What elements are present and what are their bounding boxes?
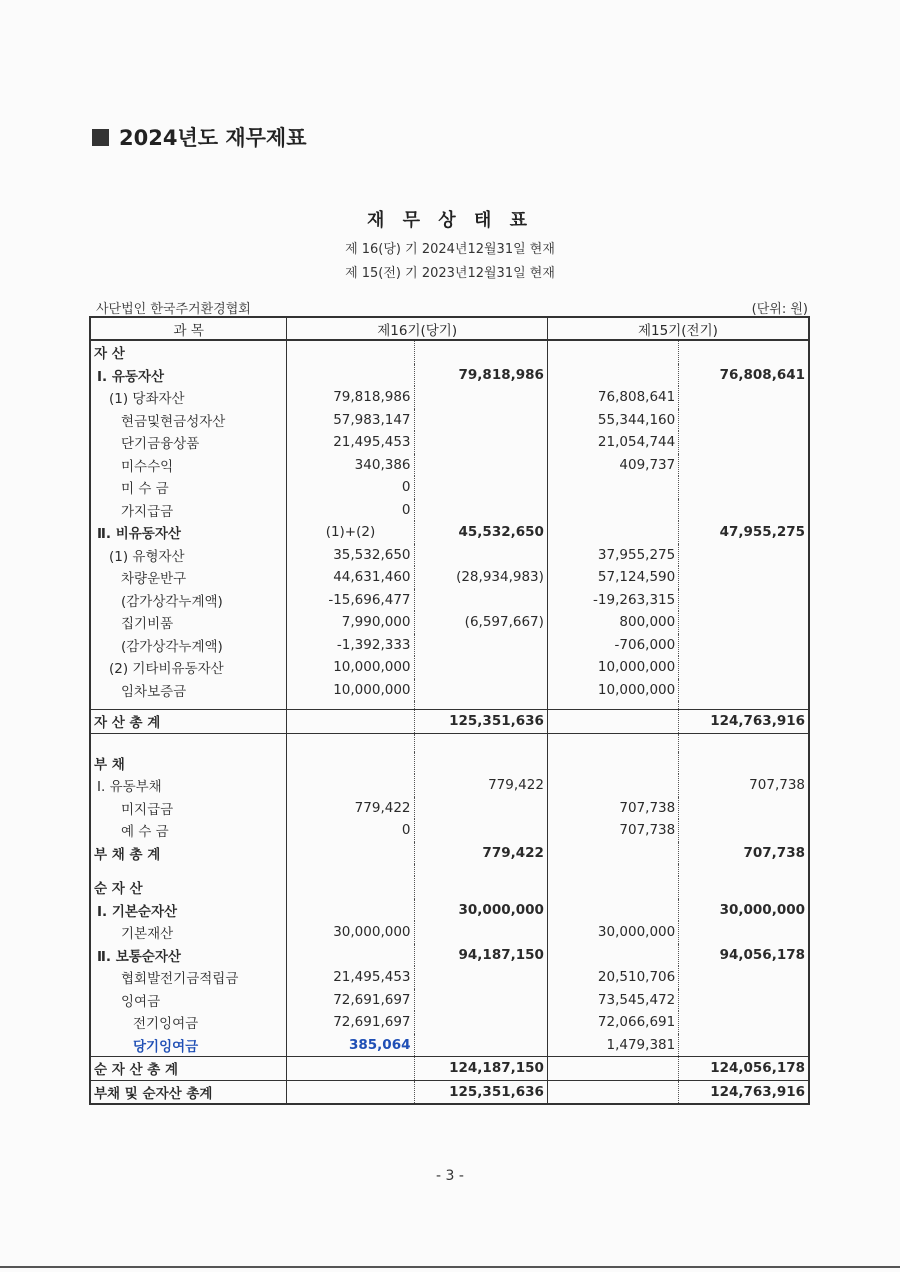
current-detail: 10,000,000 bbox=[287, 656, 414, 679]
prior-detail: 707,738 bbox=[547, 797, 678, 820]
current-total bbox=[414, 386, 547, 409]
square-bullet-icon bbox=[92, 129, 109, 146]
table-row bbox=[90, 1057, 809, 1081]
current-total bbox=[414, 819, 547, 842]
current-detail: 779,422 bbox=[287, 797, 414, 820]
current-total bbox=[414, 989, 547, 1012]
current-detail: 21,495,453 bbox=[287, 966, 414, 989]
prior-detail: 57,124,590 bbox=[547, 566, 678, 589]
prior-detail: 707,738 bbox=[547, 819, 678, 842]
table-row bbox=[90, 611, 809, 634]
prior-total bbox=[679, 499, 809, 522]
table-row bbox=[90, 544, 809, 567]
current-total bbox=[414, 340, 547, 364]
empty-cell bbox=[287, 864, 414, 876]
current-total: 779,422 bbox=[414, 842, 547, 865]
table-row bbox=[90, 733, 809, 752]
current-total: 124,187,150 bbox=[414, 1057, 547, 1081]
prior-detail bbox=[547, 774, 678, 797]
prior-total: 30,000,000 bbox=[679, 899, 809, 922]
current-total: 125,351,636 bbox=[414, 710, 547, 734]
empty-cell bbox=[679, 701, 809, 710]
current-detail: 7,990,000 bbox=[287, 611, 414, 634]
prior-detail bbox=[547, 1080, 678, 1104]
current-total bbox=[414, 431, 547, 454]
prior-total bbox=[679, 544, 809, 567]
current-total bbox=[414, 544, 547, 567]
current-detail: 21,495,453 bbox=[287, 431, 414, 454]
prior-total bbox=[679, 634, 809, 657]
prior-detail: 37,955,275 bbox=[547, 544, 678, 567]
account-label: (2) 기타비유동자산 bbox=[109, 661, 224, 678]
section-title bbox=[92, 122, 306, 152]
current-detail bbox=[287, 944, 414, 967]
prior-total bbox=[679, 386, 809, 409]
account-label: 순 자 산 bbox=[94, 881, 143, 898]
prior-detail: 20,510,706 bbox=[547, 966, 678, 989]
prior-total bbox=[679, 966, 809, 989]
prior-total bbox=[679, 679, 809, 702]
current-detail: 0 bbox=[287, 476, 414, 499]
prior-detail: 409,737 bbox=[547, 454, 678, 477]
prior-total bbox=[679, 656, 809, 679]
current-detail: 0 bbox=[287, 499, 414, 522]
account-label: 기본재산 bbox=[121, 926, 174, 943]
prior-total bbox=[679, 989, 809, 1012]
table-row bbox=[90, 476, 809, 499]
prior-detail: -706,000 bbox=[547, 634, 678, 657]
current-detail bbox=[287, 340, 414, 364]
prior-total bbox=[679, 1034, 809, 1057]
current-detail: 340,386 bbox=[287, 454, 414, 477]
empty-cell bbox=[287, 733, 414, 752]
empty-cell bbox=[414, 864, 547, 876]
prior-total bbox=[679, 797, 809, 820]
table-row bbox=[90, 710, 809, 734]
account-label: 미 수 금 bbox=[121, 481, 169, 498]
header-prior-period: 제15기(전기) bbox=[547, 317, 809, 340]
prior-total: 124,763,916 bbox=[679, 1080, 809, 1104]
current-total bbox=[414, 476, 547, 499]
current-total bbox=[414, 656, 547, 679]
table-row bbox=[90, 454, 809, 477]
account-label: 집기비품 bbox=[121, 616, 174, 633]
table-row bbox=[90, 921, 809, 944]
current-detail: 35,532,650 bbox=[287, 544, 414, 567]
period-current: 제 16(당) 기 2024년12월31일 현재 bbox=[345, 242, 555, 257]
prior-detail bbox=[547, 340, 678, 364]
table-row bbox=[90, 864, 809, 876]
account-label: 잉여금 bbox=[121, 993, 161, 1010]
current-detail: 0 bbox=[287, 819, 414, 842]
current-total bbox=[414, 752, 547, 775]
empty-cell bbox=[287, 701, 414, 710]
prior-detail: 10,000,000 bbox=[547, 679, 678, 702]
account-label: Ⅱ. 보통순자산 bbox=[97, 948, 181, 965]
period-prior: 제 15(전) 기 2023년12월31일 현재 bbox=[345, 266, 555, 281]
current-detail bbox=[287, 899, 414, 922]
current-detail: 10,000,000 bbox=[287, 679, 414, 702]
prior-total: 76,808,641 bbox=[679, 364, 809, 387]
prior-detail bbox=[547, 710, 678, 734]
current-detail: 30,000,000 bbox=[287, 921, 414, 944]
current-total: (28,934,983) bbox=[414, 566, 547, 589]
table-row bbox=[90, 752, 809, 775]
organization-name: 사단법인 한국주거환경협회 bbox=[96, 302, 251, 317]
prior-detail bbox=[547, 944, 678, 967]
prior-total bbox=[679, 876, 809, 899]
prior-detail: 800,000 bbox=[547, 611, 678, 634]
prior-total bbox=[679, 340, 809, 364]
current-total bbox=[414, 876, 547, 899]
prior-detail: -19,263,315 bbox=[547, 589, 678, 612]
current-detail: 44,631,460 bbox=[287, 566, 414, 589]
current-detail: 72,691,697 bbox=[287, 1011, 414, 1034]
account-label: Ⅰ. 기본순자산 bbox=[97, 903, 178, 920]
prior-total: 707,738 bbox=[679, 774, 809, 797]
current-total bbox=[414, 1034, 547, 1057]
table-row bbox=[90, 1034, 809, 1057]
prior-total bbox=[679, 476, 809, 499]
current-detail bbox=[287, 774, 414, 797]
prior-total bbox=[679, 409, 809, 432]
account-label: 임차보증금 bbox=[121, 683, 187, 700]
current-detail bbox=[287, 752, 414, 775]
account-label: 자 산 총 계 bbox=[90, 710, 287, 734]
current-total: 30,000,000 bbox=[414, 899, 547, 922]
empty-cell bbox=[414, 733, 547, 752]
account-label: 현금및현금성자산 bbox=[121, 413, 226, 430]
account-label: 미지급금 bbox=[121, 801, 174, 818]
current-total bbox=[414, 589, 547, 612]
account-label: 당기잉여금 bbox=[133, 1038, 199, 1055]
table-row bbox=[90, 589, 809, 612]
prior-detail bbox=[547, 1057, 678, 1081]
current-detail: -15,696,477 bbox=[287, 589, 414, 612]
prior-detail bbox=[547, 899, 678, 922]
prior-detail bbox=[547, 476, 678, 499]
table-row bbox=[90, 634, 809, 657]
prior-total bbox=[679, 431, 809, 454]
current-total: 45,532,650 bbox=[414, 521, 547, 544]
table-row bbox=[90, 566, 809, 589]
bottom-divider bbox=[0, 1266, 900, 1268]
table-row bbox=[90, 774, 809, 797]
table-row bbox=[90, 1080, 809, 1104]
table-row bbox=[90, 842, 809, 865]
current-detail bbox=[287, 1057, 414, 1081]
account-label: Ⅱ. 비유동자산 bbox=[97, 526, 181, 543]
current-total: 779,422 bbox=[414, 774, 547, 797]
empty-cell bbox=[679, 733, 809, 752]
prior-total: 94,056,178 bbox=[679, 944, 809, 967]
account-label: (1) 당좌자산 bbox=[109, 391, 185, 408]
table-row bbox=[90, 679, 809, 702]
empty-cell bbox=[90, 864, 287, 876]
current-detail: 57,983,147 bbox=[287, 409, 414, 432]
current-total: 94,187,150 bbox=[414, 944, 547, 967]
prior-detail: 55,344,160 bbox=[547, 409, 678, 432]
current-detail bbox=[287, 876, 414, 899]
table-row bbox=[90, 386, 809, 409]
current-detail bbox=[287, 710, 414, 734]
account-label: 전기잉여금 bbox=[133, 1016, 199, 1033]
current-total bbox=[414, 679, 547, 702]
prior-total: 124,763,916 bbox=[679, 710, 809, 734]
prior-detail: 1,479,381 bbox=[547, 1034, 678, 1057]
prior-detail: 30,000,000 bbox=[547, 921, 678, 944]
account-label: 단기금융상품 bbox=[121, 436, 200, 453]
current-total bbox=[414, 921, 547, 944]
prior-detail bbox=[547, 752, 678, 775]
account-label: 차량운반구 bbox=[121, 571, 187, 588]
unit-label: (단위: 원) bbox=[751, 302, 808, 317]
table-row bbox=[90, 966, 809, 989]
account-label: 자 산 bbox=[94, 346, 125, 363]
current-total bbox=[414, 409, 547, 432]
balance-sheet-table bbox=[89, 316, 810, 1105]
current-total bbox=[414, 454, 547, 477]
table-row bbox=[90, 431, 809, 454]
prior-detail: 72,066,691 bbox=[547, 1011, 678, 1034]
table-row bbox=[90, 797, 809, 820]
prior-total bbox=[679, 1011, 809, 1034]
prior-total bbox=[679, 589, 809, 612]
prior-detail bbox=[547, 521, 678, 544]
table-body bbox=[90, 340, 809, 1104]
prior-detail: 21,054,744 bbox=[547, 431, 678, 454]
account-label: (1) 유형자산 bbox=[109, 548, 185, 565]
prior-detail: 76,808,641 bbox=[547, 386, 678, 409]
account-label: (감가상각누계액) bbox=[121, 638, 223, 655]
prior-total: 124,056,178 bbox=[679, 1057, 809, 1081]
prior-detail bbox=[547, 876, 678, 899]
current-total: 79,818,986 bbox=[414, 364, 547, 387]
empty-cell bbox=[547, 733, 678, 752]
prior-total bbox=[679, 566, 809, 589]
account-label: Ⅰ. 유동자산 bbox=[97, 368, 165, 385]
account-label: 부채 및 순자산 총계 bbox=[90, 1080, 287, 1104]
account-label: 미수수익 bbox=[121, 458, 174, 475]
prior-detail bbox=[547, 842, 678, 865]
current-total bbox=[414, 797, 547, 820]
empty-cell bbox=[547, 864, 678, 876]
current-detail: (1)+(2) bbox=[287, 521, 414, 544]
account-label: Ⅰ. 유동부채 bbox=[97, 779, 162, 796]
page-number: - 3 - bbox=[436, 1168, 464, 1184]
current-detail bbox=[287, 1080, 414, 1104]
table-row bbox=[90, 701, 809, 710]
account-label: 부 채 총 계 bbox=[94, 846, 161, 863]
prior-total bbox=[679, 611, 809, 634]
table-row bbox=[90, 499, 809, 522]
current-total bbox=[414, 1011, 547, 1034]
current-total bbox=[414, 966, 547, 989]
section-title-text: 2024년도 재무제표 bbox=[119, 126, 307, 150]
prior-detail bbox=[547, 364, 678, 387]
header-account: 과 목 bbox=[90, 317, 287, 340]
table-header-row bbox=[90, 317, 809, 340]
prior-detail bbox=[547, 499, 678, 522]
current-total: (6,597,667) bbox=[414, 611, 547, 634]
empty-cell bbox=[414, 701, 547, 710]
table-row bbox=[90, 656, 809, 679]
prior-detail: 73,545,472 bbox=[547, 989, 678, 1012]
empty-cell bbox=[547, 701, 678, 710]
prior-total bbox=[679, 921, 809, 944]
current-total bbox=[414, 634, 547, 657]
empty-cell bbox=[90, 701, 287, 710]
table-row bbox=[90, 364, 809, 387]
account-label: 가지급금 bbox=[121, 503, 174, 520]
current-detail bbox=[287, 364, 414, 387]
table-row bbox=[90, 521, 809, 544]
current-detail: 385,064 bbox=[287, 1034, 414, 1057]
table-row bbox=[90, 340, 809, 364]
current-total bbox=[414, 499, 547, 522]
empty-cell bbox=[90, 733, 287, 752]
prior-detail: 10,000,000 bbox=[547, 656, 678, 679]
account-label: 예 수 금 bbox=[121, 824, 169, 841]
current-detail bbox=[287, 842, 414, 865]
account-label: 부 채 bbox=[94, 756, 125, 773]
table-row bbox=[90, 876, 809, 899]
account-label: 협회발전기금적립금 bbox=[121, 971, 239, 988]
current-detail: 72,691,697 bbox=[287, 989, 414, 1012]
current-detail: 79,818,986 bbox=[287, 386, 414, 409]
current-total: 125,351,636 bbox=[414, 1080, 547, 1104]
prior-total bbox=[679, 752, 809, 775]
prior-total bbox=[679, 454, 809, 477]
table-row bbox=[90, 409, 809, 432]
current-detail: -1,392,333 bbox=[287, 634, 414, 657]
account-label: (감가상각누계액) bbox=[121, 593, 223, 610]
document-title: 재 무 상 태 표 bbox=[366, 210, 533, 231]
table-row bbox=[90, 944, 809, 967]
header-current-period: 제16기(당기) bbox=[287, 317, 547, 340]
prior-total: 47,955,275 bbox=[679, 521, 809, 544]
table-row bbox=[90, 989, 809, 1012]
table-row bbox=[90, 1011, 809, 1034]
table-row bbox=[90, 899, 809, 922]
account-label: 순 자 산 총 계 bbox=[90, 1057, 287, 1081]
prior-total: 707,738 bbox=[679, 842, 809, 865]
table-row bbox=[90, 819, 809, 842]
prior-total bbox=[679, 819, 809, 842]
empty-cell bbox=[679, 864, 809, 876]
